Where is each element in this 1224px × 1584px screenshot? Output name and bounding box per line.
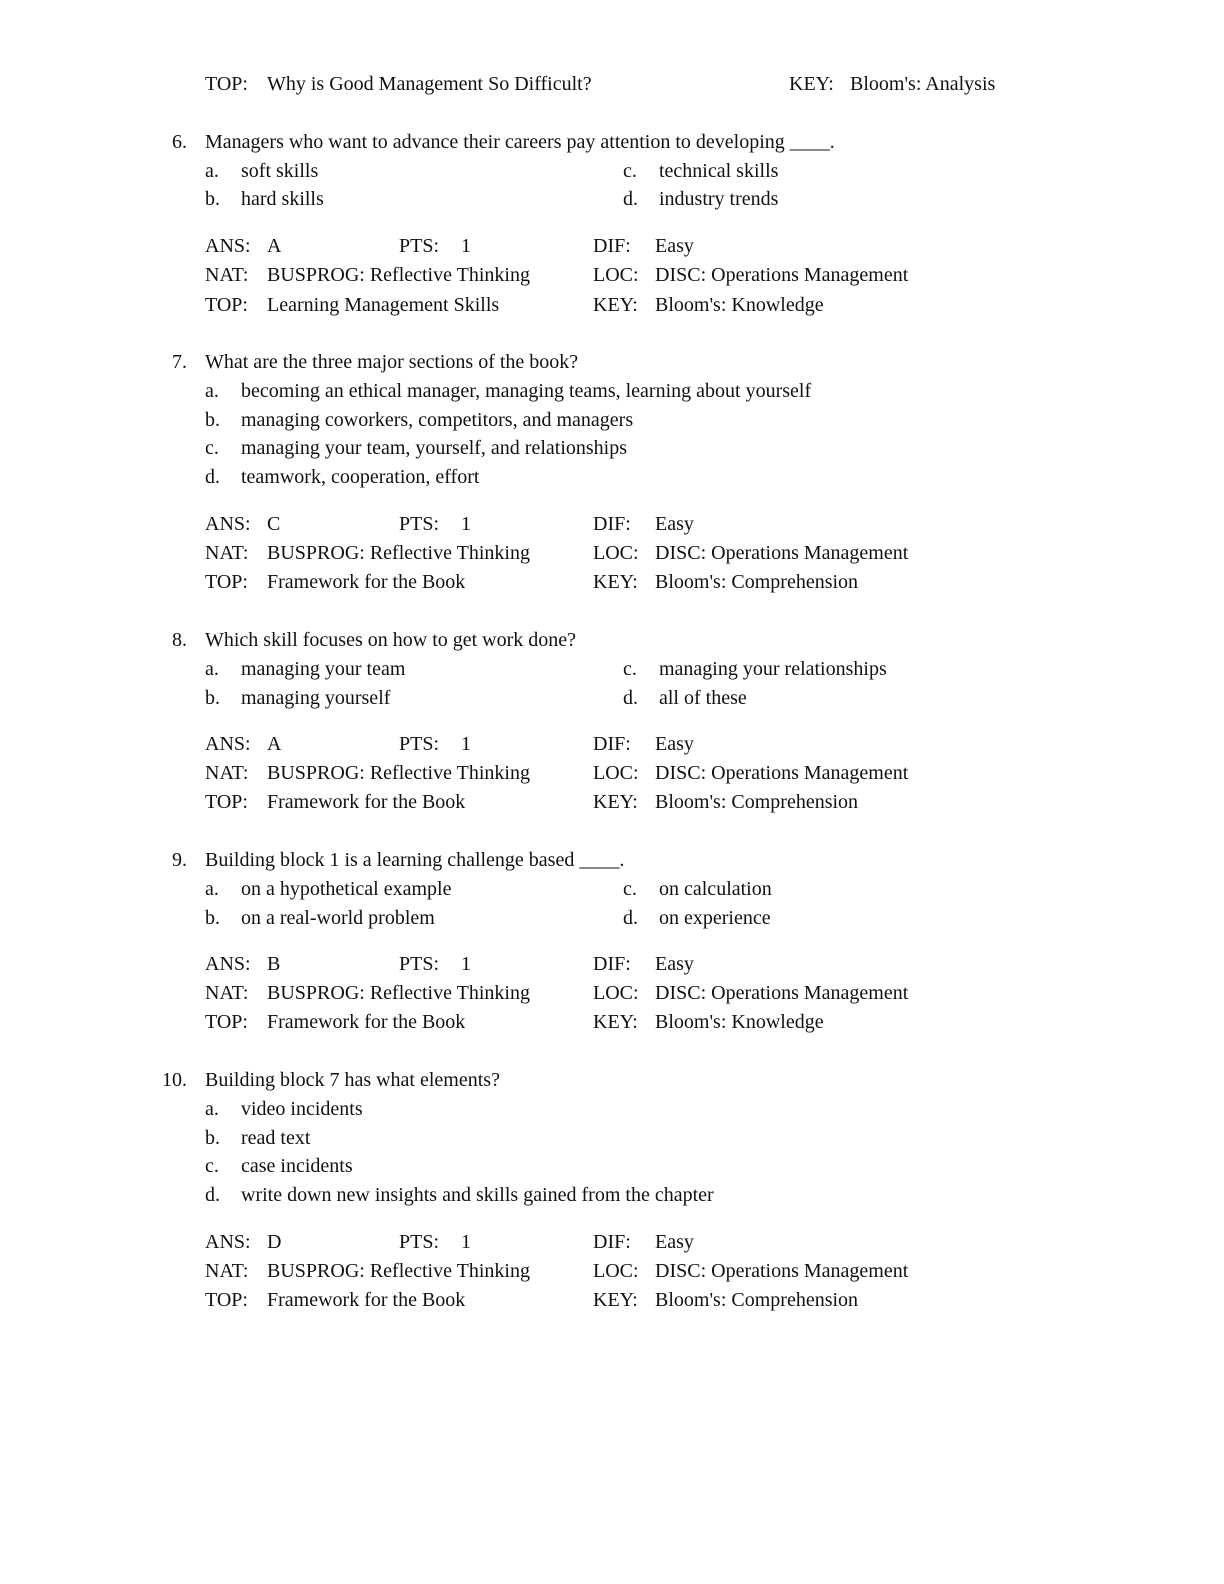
question-number: 6. (172, 131, 187, 153)
nat-value: BUSPROG: Reflective Thinking (267, 1260, 530, 1282)
key-value: Bloom's: Comprehension (655, 791, 859, 813)
key-value: Bloom's: Knowledge (655, 1011, 824, 1033)
question-stem: Building block 7 has what elements? (205, 1069, 500, 1091)
key-label: KEY: (593, 571, 638, 593)
pts-value: 1 (461, 513, 471, 535)
option-letter: a. (205, 1098, 219, 1120)
pts-label: PTS: (399, 513, 440, 535)
dif-value: Easy (655, 235, 694, 257)
loc-value: DISC: Operations Management (655, 762, 909, 784)
pts-label: PTS: (399, 1231, 440, 1253)
key-value: Bloom's: Analysis (850, 73, 996, 95)
top-label: TOP: (205, 1011, 248, 1033)
option-letter: a. (205, 658, 219, 680)
option-letter: b. (205, 1127, 220, 1149)
question-stem: Building block 1 is a learning challenge based ____. (205, 849, 625, 871)
question-number: 7. (172, 351, 187, 373)
option-letter: c. (205, 1155, 219, 1177)
option-letter: c. (205, 437, 219, 459)
dif-value: Easy (655, 953, 694, 975)
question-stem: What are the three major sections of the book? (205, 351, 579, 373)
question-stem: Which skill focuses on how to get work done? (205, 629, 577, 651)
loc-label: LOC: (593, 982, 639, 1004)
pts-value: 1 (461, 733, 471, 755)
option-text: managing coworkers, competitors, and managers (241, 409, 634, 431)
nat-value: BUSPROG: Reflective Thinking (267, 264, 530, 286)
option-text: write down new insights and skills gained from the chapter (241, 1184, 714, 1206)
ans-label: ANS: (205, 513, 251, 535)
option-letter: d. (205, 466, 220, 488)
ans-value: C (267, 513, 281, 535)
option-text: managing your relationships (659, 658, 887, 680)
option-text: managing your team, yourself, and relationships (241, 437, 628, 459)
option-letter: b. (205, 409, 220, 431)
option-letter: b. (205, 907, 220, 929)
previous-question-footer (0, 72, 1224, 96)
top-label: TOP: (205, 73, 248, 95)
option-letter: b. (205, 188, 220, 210)
top-label: TOP: (205, 791, 248, 813)
nat-label: NAT: (205, 542, 249, 564)
dif-value: Easy (655, 513, 694, 535)
key-label: KEY: (593, 294, 638, 316)
nat-value: BUSPROG: Reflective Thinking (267, 542, 530, 564)
loc-label: LOC: (593, 542, 639, 564)
option-letter: a. (205, 160, 219, 182)
pts-label: PTS: (399, 953, 440, 975)
top-value: Framework for the Book (267, 1289, 466, 1311)
ans-label: ANS: (205, 733, 251, 755)
loc-value: DISC: Operations Management (655, 982, 909, 1004)
option-letter: d. (623, 188, 638, 210)
option-text: all of these (659, 687, 747, 709)
nat-label: NAT: (205, 762, 249, 784)
pts-value: 1 (461, 235, 471, 257)
dif-label: DIF: (593, 513, 631, 535)
top-value: Why is Good Management So Difficult? (267, 73, 592, 95)
dif-label: DIF: (593, 235, 631, 257)
option-letter: a. (205, 380, 219, 402)
ans-value: D (267, 1231, 282, 1253)
option-letter: b. (205, 687, 220, 709)
option-text: on a real-world problem (241, 907, 435, 929)
ans-value: A (267, 235, 282, 257)
option-text: read text (241, 1127, 311, 1149)
option-text: on experience (659, 907, 771, 929)
loc-value: DISC: Operations Management (655, 1260, 909, 1282)
top-value: Learning Management Skills (267, 294, 500, 316)
option-text: soft skills (241, 160, 319, 182)
ans-label: ANS: (205, 1231, 251, 1253)
question-number: 8. (172, 629, 187, 651)
option-letter: d. (623, 687, 638, 709)
ans-value: B (267, 953, 281, 975)
ans-label: ANS: (205, 235, 251, 257)
question-number: 10. (162, 1069, 187, 1091)
nat-label: NAT: (205, 982, 249, 1004)
option-text: technical skills (659, 160, 779, 182)
option-letter: a. (205, 878, 219, 900)
loc-value: DISC: Operations Management (655, 542, 909, 564)
option-text: on a hypothetical example (241, 878, 452, 900)
key-value: Bloom's: Comprehension (655, 571, 859, 593)
option-text: video incidents (241, 1098, 363, 1120)
loc-label: LOC: (593, 1260, 639, 1282)
option-letter: c. (623, 160, 637, 182)
nat-label: NAT: (205, 1260, 249, 1282)
option-text: managing yourself (241, 687, 391, 709)
option-letter: c. (623, 658, 637, 680)
pts-label: PTS: (399, 733, 440, 755)
top-label: TOP: (205, 294, 248, 316)
option-letter: d. (205, 1184, 220, 1206)
pts-label: PTS: (399, 235, 440, 257)
nat-value: BUSPROG: Reflective Thinking (267, 762, 530, 784)
question-number: 9. (172, 849, 187, 871)
top-label: TOP: (205, 571, 248, 593)
option-text: becoming an ethical manager, managing teams, learning about yourself (241, 380, 812, 402)
dif-value: Easy (655, 733, 694, 755)
option-letter: c. (623, 878, 637, 900)
dif-value: Easy (655, 1231, 694, 1253)
nat-value: BUSPROG: Reflective Thinking (267, 982, 530, 1004)
option-letter: d. (623, 907, 638, 929)
top-value: Framework for the Book (267, 791, 466, 813)
ans-value: A (267, 733, 282, 755)
dif-label: DIF: (593, 1231, 631, 1253)
option-text: teamwork, cooperation, effort (241, 466, 480, 488)
key-label: KEY: (593, 1289, 638, 1311)
pts-value: 1 (461, 1231, 471, 1253)
top-value: Framework for the Book (267, 1011, 466, 1033)
dif-label: DIF: (593, 733, 631, 755)
key-value: Bloom's: Knowledge (655, 294, 824, 316)
key-label: KEY: (593, 791, 638, 813)
option-text: industry trends (659, 188, 779, 210)
option-text: hard skills (241, 188, 324, 210)
pts-value: 1 (461, 953, 471, 975)
question-stem: Managers who want to advance their careers pay attention to developing ____. (205, 131, 835, 153)
option-text: managing your team (241, 658, 406, 680)
key-label: KEY: (593, 1011, 638, 1033)
nat-label: NAT: (205, 264, 249, 286)
top-value: Framework for the Book (267, 571, 466, 593)
loc-label: LOC: (593, 264, 639, 286)
option-text: on calculation (659, 878, 772, 900)
dif-label: DIF: (593, 953, 631, 975)
loc-label: LOC: (593, 762, 639, 784)
ans-label: ANS: (205, 953, 251, 975)
top-label: TOP: (205, 1289, 248, 1311)
loc-value: DISC: Operations Management (655, 264, 909, 286)
key-value: Bloom's: Comprehension (655, 1289, 859, 1311)
option-text: case incidents (241, 1155, 353, 1177)
key-label: KEY: (789, 73, 834, 95)
